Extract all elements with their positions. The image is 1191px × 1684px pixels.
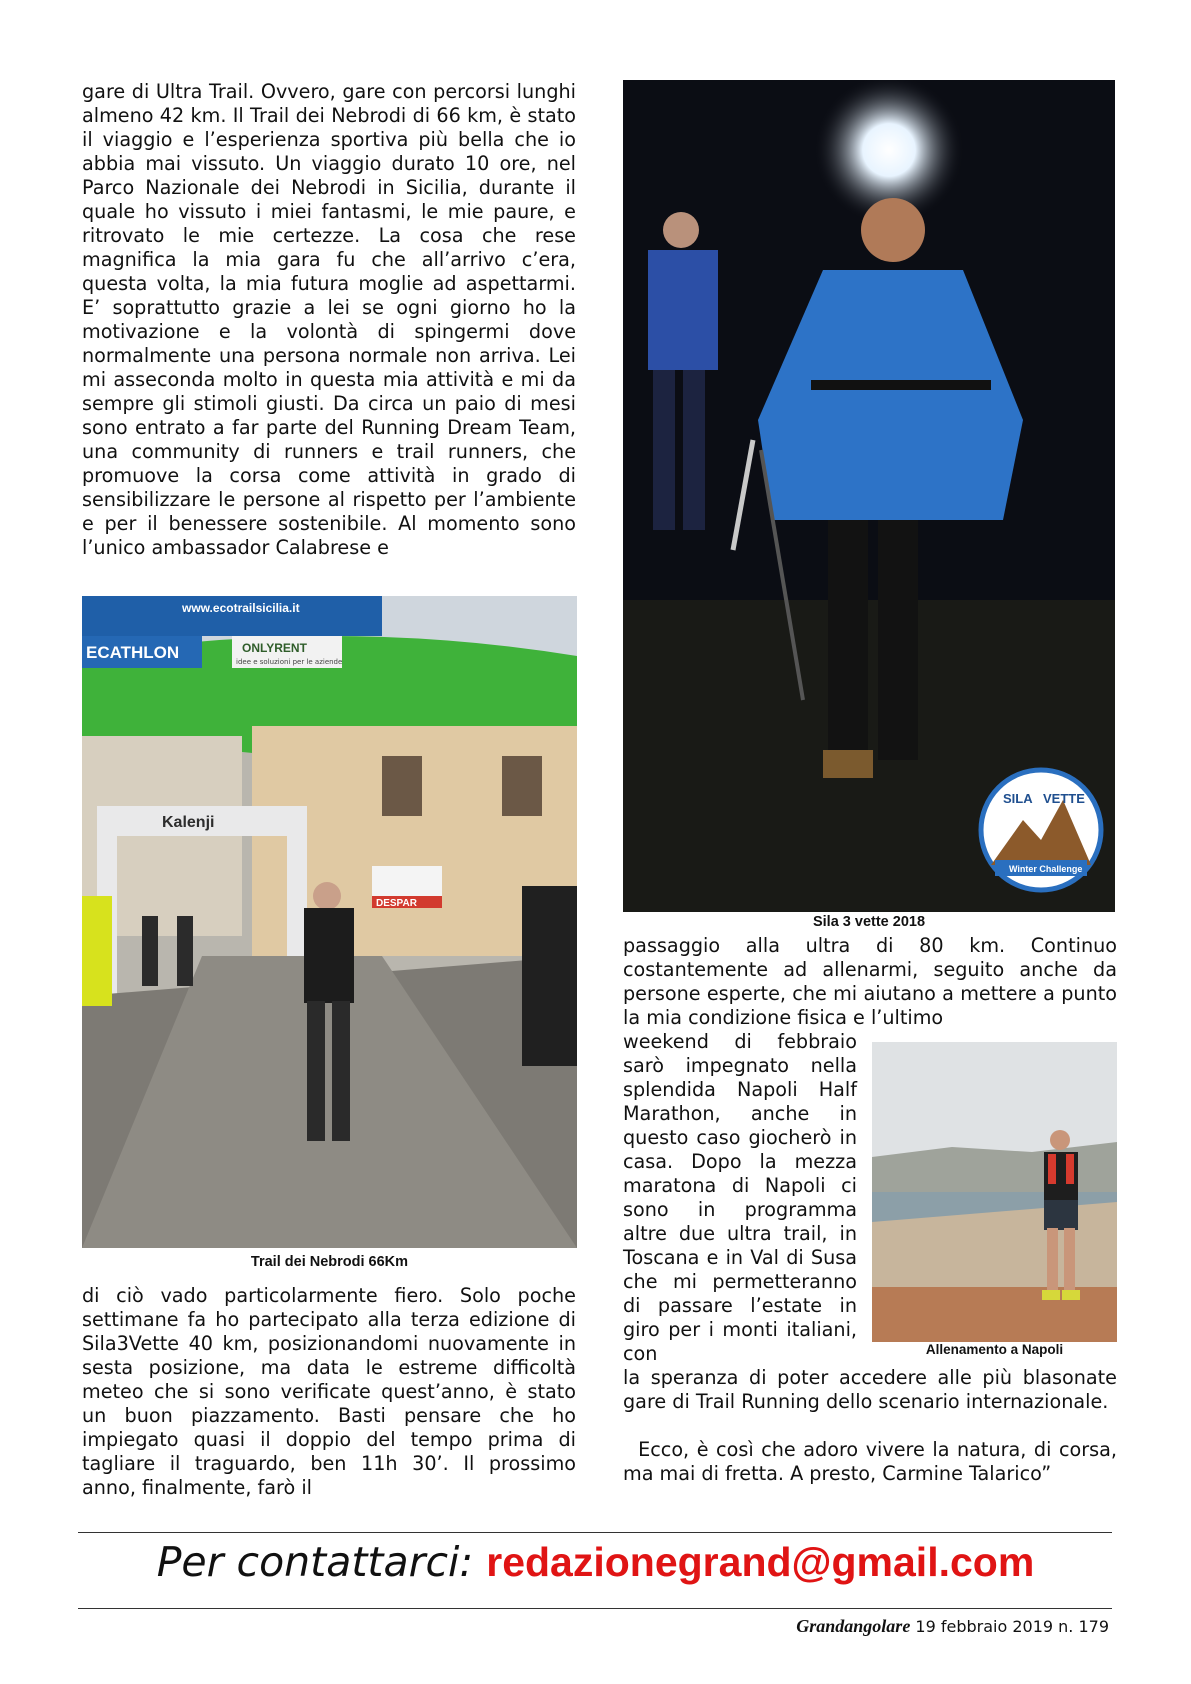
caption-allenamento-napoli: Allenamento a Napoli xyxy=(925,1342,1064,1357)
photo-trail-nebrodi xyxy=(82,596,577,1248)
photo-allenamento-napoli xyxy=(872,1042,1117,1342)
article-paragraph-2: di ciò vado particolarmente fiero. Solo poche settimane fa ho partecipato alla terza edizione di Sila3Vette 40 km, posizionandomi nuovamente in sesta posizione, ma data le estreme difficoltà meteo che si sono verificate quest’anno, è stato un buon piazzamento. Basti pensare che ho impiegato quasi il doppio del tempo prima di tagliare il traguardo, ben 11h 30’. Il prossimo anno, finalmente, farò il xyxy=(82,1284,576,1499)
article-paragraph-6: Ecco, è così che adoro vivere la natura, di corsa, ma mai di fretta. A presto, Carmine Talarico” xyxy=(623,1438,1117,1485)
onlyrent-logo-text: ONLYRENT xyxy=(242,641,307,655)
top-divider xyxy=(78,1532,1112,1533)
article-paragraph-1: gare di Ultra Trail. Ovvero, gare con percorsi lunghi almeno 42 km. Il Trail dei Nebrodi di 66 km, è stato il viaggio e l’esperienza sportiva più bella che io abbia mai vissuto. Un viaggio durato 10 ore, nel Parco Nazionale dei Nebrodi in Sicilia, durante il quale ho vissuto i miei fantasmi, le mie paure, e ritrovato le mie certezze. La cosa che rese magnifica la mia gara fu che all’arrivo c’era, questa volta, la mia futura moglie ad aspettarmi. E’ soprattutto grazie a lei se ogni giorno ho la motivazione e la volontà di spingermi dove normalmente una persona normale non arriva. Lei mi asseconda molto in questa mia attività e mi da sempre gli stimoli giusti. Da circa un paio di mesi sono entrato a far parte del Running Dream Team, una community di runners e trail runners, che promuove la corsa come attività in grado di sensibilizzare le persone al rispetto per l’ambiente e per il benessere sostenibile. Al momento sono l’unico ambassador Calabrese e xyxy=(82,80,576,559)
photo-sila-3-vette xyxy=(623,80,1115,912)
despar-sign-text: DESPAR xyxy=(376,898,417,909)
onlyrent-tagline: idee e soluzioni per le aziende xyxy=(236,658,343,666)
kalenji-arch-text: Kalenji xyxy=(162,814,215,831)
badge-sila-text: SILA xyxy=(1003,791,1033,806)
caption-trail-nebrodi: Trail dei Nebrodi 66Km xyxy=(250,1254,409,1270)
contact-banner xyxy=(0,1538,1191,1586)
magazine-name: Grandangolare xyxy=(796,1616,911,1636)
caption-sila-3-vette: Sila 3 vette 2018 xyxy=(812,914,926,930)
bottom-divider xyxy=(78,1608,1112,1609)
article-paragraph-3: passaggio alla ultra di 80 km. Continuo costantemente ad allenarmi, seguito anche da persone esperte, che mi aiutano a mettere a punto la mia condizione fisica e l’ultimo xyxy=(623,934,1117,1029)
decathlon-logo-text: ECATHLON xyxy=(86,643,180,662)
page-footer xyxy=(796,1616,1109,1637)
badge-winter-challenge-text: Winter Challenge xyxy=(1009,864,1083,874)
badge-vette-text: VETTE xyxy=(1043,791,1085,806)
article-paragraph-5: la speranza di poter accedere alle più blasonate gare di Trail Running dello scenario internazionale. xyxy=(623,1366,1117,1413)
contact-email-link[interactable]: redazionegrand@gmail.com xyxy=(486,1539,1035,1585)
article-paragraph-4: weekend di febbraio sarò impegnato nella splendida Napoli Half Marathon, anche in questo caso giocherò in casa. Dopo la mezza maratona di Napoli ci sono in programma altre due ultra trail, in Toscana e in Val di Susa che mi permetteranno di passare l’estate in giro per i monti italiani, con xyxy=(623,1030,857,1365)
issue-date: 19 febbraio 2019 n. 179 xyxy=(910,1617,1109,1636)
contact-label: Per contattarci: xyxy=(156,1538,487,1586)
banner-url-text: www.ecotrailsicilia.it xyxy=(182,601,300,615)
